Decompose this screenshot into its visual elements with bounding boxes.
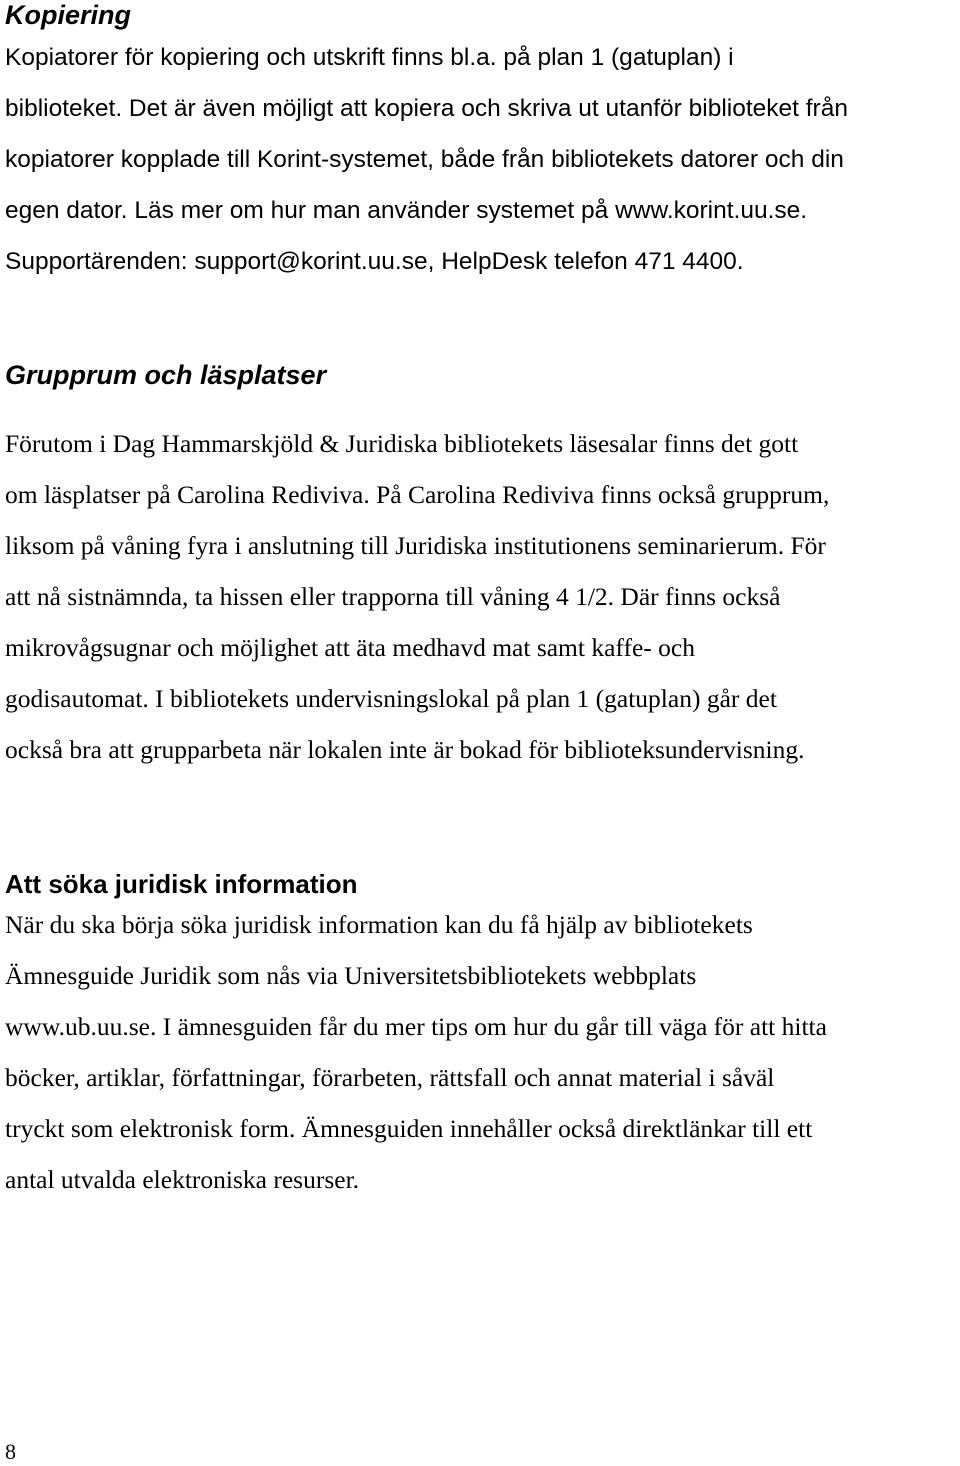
section-grupprum <box>5 360 955 775</box>
page-number: 8 <box>5 1439 16 1464</box>
text-line: om läsplatser på Carolina Rediviva. På Carolina Rediviva finns också grupprum, <box>5 480 830 509</box>
text-line: godisautomat. I bibliotekets undervisningslokal på plan 1 (gatuplan) går det <box>5 684 777 713</box>
text-line: mikrovågsugnar och möjlighet att äta medhavd mat samt kaffe- och <box>5 633 695 662</box>
text-line: Förutom i Dag Hammarskjöld & Juridiska bibliotekets läsesalar finns det gott <box>5 429 799 458</box>
text-line: antal utvalda elektroniska resurser. <box>5 1165 360 1194</box>
section-juridisk <box>5 869 955 1205</box>
paragraph-grupprum <box>5 418 955 775</box>
text-line: egen dator. Läs mer om hur man använder systemet på www.korint.uu.se. <box>5 197 808 224</box>
heading-grupprum: Grupprum och läsplatser <box>5 360 327 390</box>
text-line: Ämnesguide Juridik som nås via Universitetsbibliotekets webbplats <box>5 961 697 990</box>
text-line: att nå sistnämnda, ta hissen eller trapporna till våning 4 1/2. Där finns också <box>5 582 781 611</box>
paragraph-juridisk <box>5 899 955 1205</box>
text-line: tryckt som elektronisk form. Ämnesguiden innehåller också direktlänkar till ett <box>5 1114 813 1143</box>
text-line: När du ska börja söka juridisk information kan du få hjälp av bibliotekets <box>5 910 753 939</box>
text-line: liksom på våning fyra i anslutning till Juridiska institutionens seminarierum. För <box>5 531 826 560</box>
heading-juridisk: Att söka juridisk information <box>5 869 358 899</box>
text-line: www.ub.uu.se. I ämnesguiden får du mer tips om hur du går till väga för att hitta <box>5 1012 827 1041</box>
heading-kopiering: Kopiering <box>5 0 131 30</box>
text-line: Supportärenden: support@korint.uu.se, HelpDesk telefon 471 4400. <box>5 248 744 275</box>
text-line: kopiatorer kopplade till Korint-systemet, både från bibliotekets datorer och din <box>5 146 844 173</box>
paragraph-kopiering <box>5 32 955 287</box>
text-line: böcker, artiklar, författningar, förarbeten, rättsfall och annat material i såväl <box>5 1063 775 1092</box>
text-line: biblioteket. Det är även möjligt att kopiera och skriva ut utanför biblioteket från <box>5 95 848 122</box>
text-line: också bra att grupparbeta när lokalen inte är bokad för biblioteksundervisning. <box>5 735 805 764</box>
section-kopiering <box>5 0 955 287</box>
text-line: Kopiatorer för kopiering och utskrift finns bl.a. på plan 1 (gatuplan) i <box>5 44 734 71</box>
